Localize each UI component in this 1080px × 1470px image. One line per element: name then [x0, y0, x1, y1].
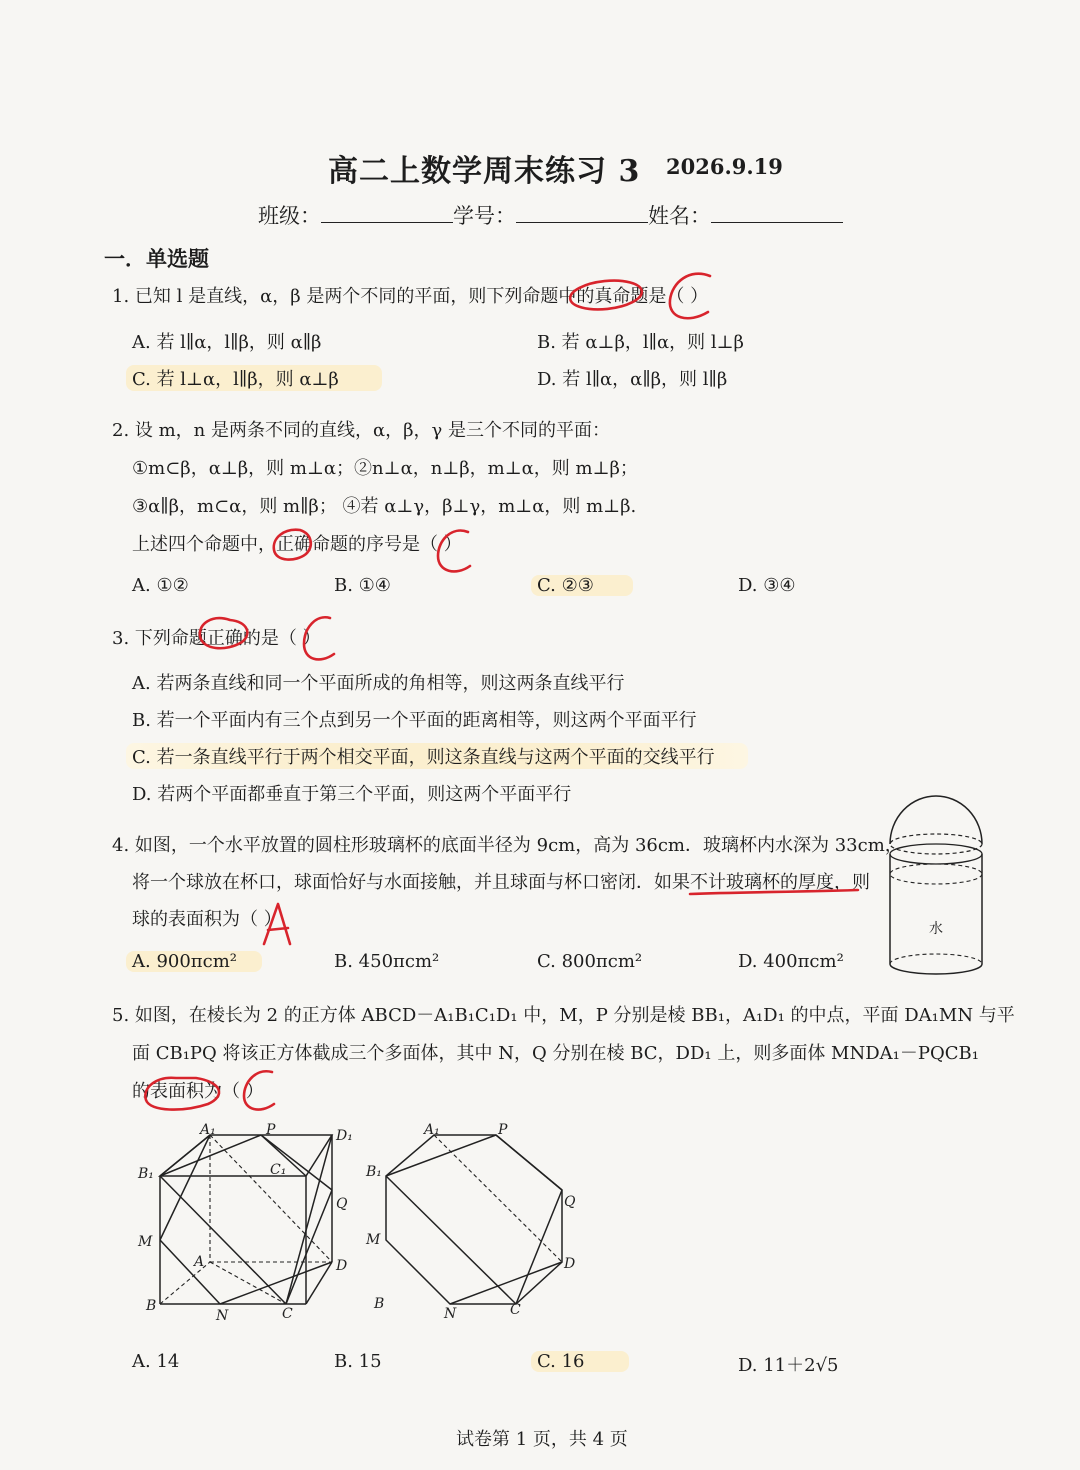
student-info-row — [258, 200, 843, 230]
question-4-line-3: 球的表面积为（ ） — [132, 909, 282, 930]
q5-option-a: A. 14 — [132, 1351, 180, 1372]
student-id-label: 学号： — [453, 204, 516, 228]
q3-option-d: D. 若两个平面都垂直于第三个平面，则这两个平面平行 — [132, 784, 572, 805]
q3-option-b: B. 若一个平面内有三个点到另一个平面的距离相等，则这两个平面平行 — [132, 710, 697, 731]
fig1-label-d1: D₁ — [336, 1128, 353, 1144]
q1-option-d: D. 若 l∥α，α∥β，则 l∥β — [537, 369, 728, 390]
question-5-line-3: 的表面积为（ ） — [132, 1081, 264, 1102]
water-label: 水 — [929, 921, 943, 937]
name-label: 姓名： — [648, 204, 711, 228]
q3-option-a: A. 若两条直线和同一个平面所成的角相等，则这两条直线平行 — [132, 673, 625, 694]
class-label: 班级： — [258, 204, 321, 228]
fig1-label-q: Q — [336, 1196, 348, 1212]
fig1-label-n: N — [216, 1308, 229, 1324]
fig2-label-d: D — [564, 1256, 576, 1272]
q2-line-2: ③α∥β，m⊂α，则 m∥β； ④若 α⊥γ，β⊥γ，m⊥α，则 m⊥β. — [132, 496, 637, 517]
fig1-label-a1: A₁ — [200, 1122, 216, 1138]
fig1-label-c1: C₁ — [270, 1162, 287, 1178]
cylinder-sphere-figure — [880, 792, 992, 988]
fig2-label-a1: A₁ — [424, 1122, 440, 1138]
question-4-line-2: 将一个球放在杯口，球面恰好与水面接触，并且球面与杯口密闭．如果不计玻璃杯的厚度，则 — [132, 872, 870, 893]
q3-option-c-highlighted: C. 若一条直线平行于两个相交平面，则这条直线与这两个平面的交线平行 — [126, 743, 748, 769]
fig1-label-b: B — [146, 1298, 157, 1314]
question-5-line-2: 面 CB₁PQ 将该正方体截成三个多面体，其中 N，Q 分别在棱 BC，DD₁ 上，则多面体 MNDA₁－PQCB₁ — [132, 1043, 979, 1064]
fig1-label-a: A — [194, 1254, 205, 1270]
q2-line-3: 上述四个命题中，正确命题的序号是（ ） — [132, 534, 462, 555]
q4-option-b: B. 450πcm² — [334, 951, 440, 972]
name-blank[interactable] — [711, 200, 843, 223]
q1-option-c-highlighted: C. 若 l⊥α，l∥β，则 α⊥β — [126, 365, 382, 391]
q2-option-c-highlighted: C. ②③ — [531, 575, 633, 596]
page-footer: 试卷第 1 页，共 4 页 — [456, 1429, 628, 1450]
q1-option-a: A. 若 l∥α，l∥β，则 α∥β — [132, 332, 322, 353]
q4-option-d: D. 400πcm² — [738, 951, 844, 972]
q5-option-b: B. 15 — [334, 1351, 382, 1372]
fig2-label-n: N — [444, 1306, 457, 1322]
fig2-label-m: M — [366, 1232, 381, 1248]
question-4-line-1: 4. 如图，一个水平放置的圆柱形玻璃杯的底面半径为 9cm，高为 36cm．玻璃杯内水深为 33cm， — [112, 835, 903, 856]
q4-option-c: C. 800πcm² — [537, 951, 643, 972]
fig1-label-d: D — [336, 1258, 348, 1274]
fig2-label-p: P — [498, 1122, 508, 1138]
section-heading: 一．单选题 — [104, 246, 209, 271]
fig1-label-p: P — [266, 1122, 276, 1138]
question-3-stem: 3. 下列命题正确的是（ ） — [112, 628, 321, 649]
fig2-label-c: C — [510, 1302, 521, 1318]
question-5-line-1: 5. 如图，在棱长为 2 的正方体 ABCD－A₁B₁C₁D₁ 中，M，P 分别是棱 BB₁，A₁D₁ 的中点，平面 DA₁MN 与平 — [112, 1005, 1015, 1026]
q5-option-d: D. 11＋2√5 — [738, 1355, 839, 1376]
q2-option-b: B. ①④ — [334, 575, 391, 596]
q2-option-a: A. ①② — [132, 575, 189, 596]
q5-option-c-highlighted: C. 16 — [531, 1351, 629, 1372]
class-blank[interactable] — [321, 200, 453, 223]
fig2-label-b: B — [374, 1296, 385, 1312]
fig1-label-b1: B₁ — [138, 1166, 154, 1182]
question-1-stem: 1. 已知 l 是直线，α，β 是两个不同的平面，则下列命题中的真命题是（ ） — [112, 286, 709, 307]
page-title: 高二上数学周末练习 3 — [328, 154, 641, 189]
fig1-label-m: M — [138, 1234, 153, 1250]
q4-option-a-highlighted: A. 900πcm² — [126, 951, 262, 972]
q2-option-d: D. ③④ — [738, 575, 796, 596]
q1-option-b: B. 若 α⊥β，l∥α，则 l⊥β — [537, 332, 744, 353]
question-2-stem: 2. 设 m，n 是两条不同的直线，α，β，γ 是三个不同的平面： — [112, 420, 611, 441]
student-id-blank[interactable] — [516, 200, 648, 223]
cube-figure — [130, 1120, 370, 1326]
exam-date: 2026.9.19 — [666, 154, 783, 179]
fig2-label-b1: B₁ — [366, 1164, 382, 1180]
q2-line-1: ①m⊂β，α⊥β，则 m⊥α；②n⊥α，n⊥β，m⊥α，则 m⊥β； — [132, 458, 638, 479]
polyhedron-figure — [360, 1120, 590, 1326]
fig1-label-c: C — [282, 1306, 293, 1322]
fig2-label-q: Q — [564, 1194, 576, 1210]
